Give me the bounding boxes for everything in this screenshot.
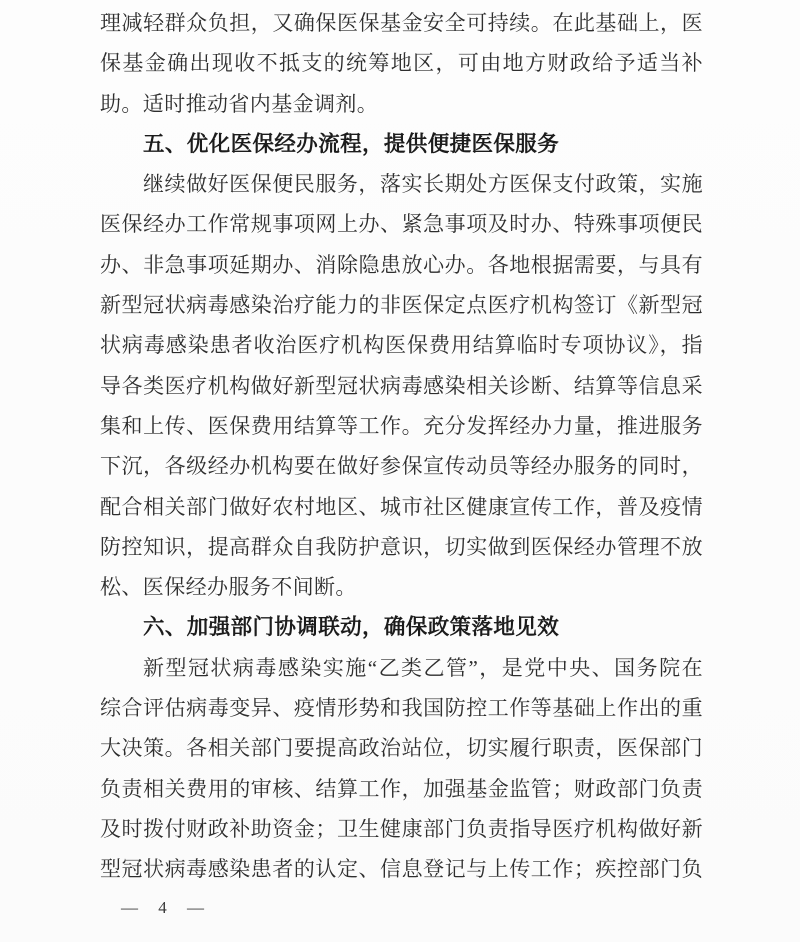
text-line: 新型冠状病毒感染治疗能力的非医保定点医疗机构签订《新型冠 (100, 293, 703, 318)
text-line: 型冠状病毒感染患者的认定、信息登记与上传工作；疾控部门负 (100, 857, 703, 882)
text-line: 集和上传、医保费用结算等工作。充分发挥经办力量，推进服务 (100, 413, 703, 438)
text-line: 松、医保经办服务不间断。 (100, 575, 357, 600)
text-line: 配合相关部门做好农村地区、城市社区健康宣传工作，普及疫情 (100, 494, 703, 519)
text-line: 继续做好医保便民服务，落实长期处方医保支付政策，实施 (143, 172, 703, 197)
text-line: 下沉，各级经办机构要在做好参保宣传动员等经办服务的同时， (100, 454, 703, 479)
text-line: 助。适时推动省内基金调剂。 (100, 91, 379, 116)
text-line: 办、非急事项延期办、消除隐患放心办。各地根据需要，与具有 (100, 252, 703, 277)
text-line: 负责相关费用的审核、结算工作，加强基金监管；财政部门负责 (100, 776, 703, 801)
document-body (100, 3, 703, 890)
text-line: 新型冠状病毒感染实施“乙类乙管”，是党中央、国务院在 (143, 655, 703, 680)
section-heading: 五、优化医保经办流程，提供便捷医保服务 (143, 131, 560, 156)
section-heading: 六、加强部门协调联动，确保政策落地见效 (143, 615, 560, 640)
page-number: — 4 — (121, 898, 207, 917)
text-line: 及时拨付财政补助资金；卫生健康部门负责指导医疗机构做好新 (100, 816, 703, 841)
text-line: 医保经办工作常规事项网上办、紧急事项及时办、特殊事项便民 (100, 212, 703, 237)
text-line: 状病毒感染患者收治医疗机构医保费用结算临时专项协议》，指 (100, 333, 703, 358)
text-line: 综合评估病毒变异、疫情形势和我国防控工作等基础上作出的重 (100, 696, 703, 721)
text-line: 防控知识，提高群众自我防护意识，切实做到医保经办管理不放 (100, 534, 703, 559)
text-line: 大决策。各相关部门要提高政治站位，切实履行职责，医保部门 (100, 736, 703, 761)
text-line: 理减轻群众负担，又确保医保基金安全可持续。在此基础上，医 (100, 11, 703, 35)
text-line: 保基金确出现收不抵支的统筹地区，可由地方财政给予适当补 (100, 51, 703, 76)
text-line: 导各类医疗机构做好新型冠状病毒感染相关诊断、结算等信息采 (100, 373, 703, 398)
